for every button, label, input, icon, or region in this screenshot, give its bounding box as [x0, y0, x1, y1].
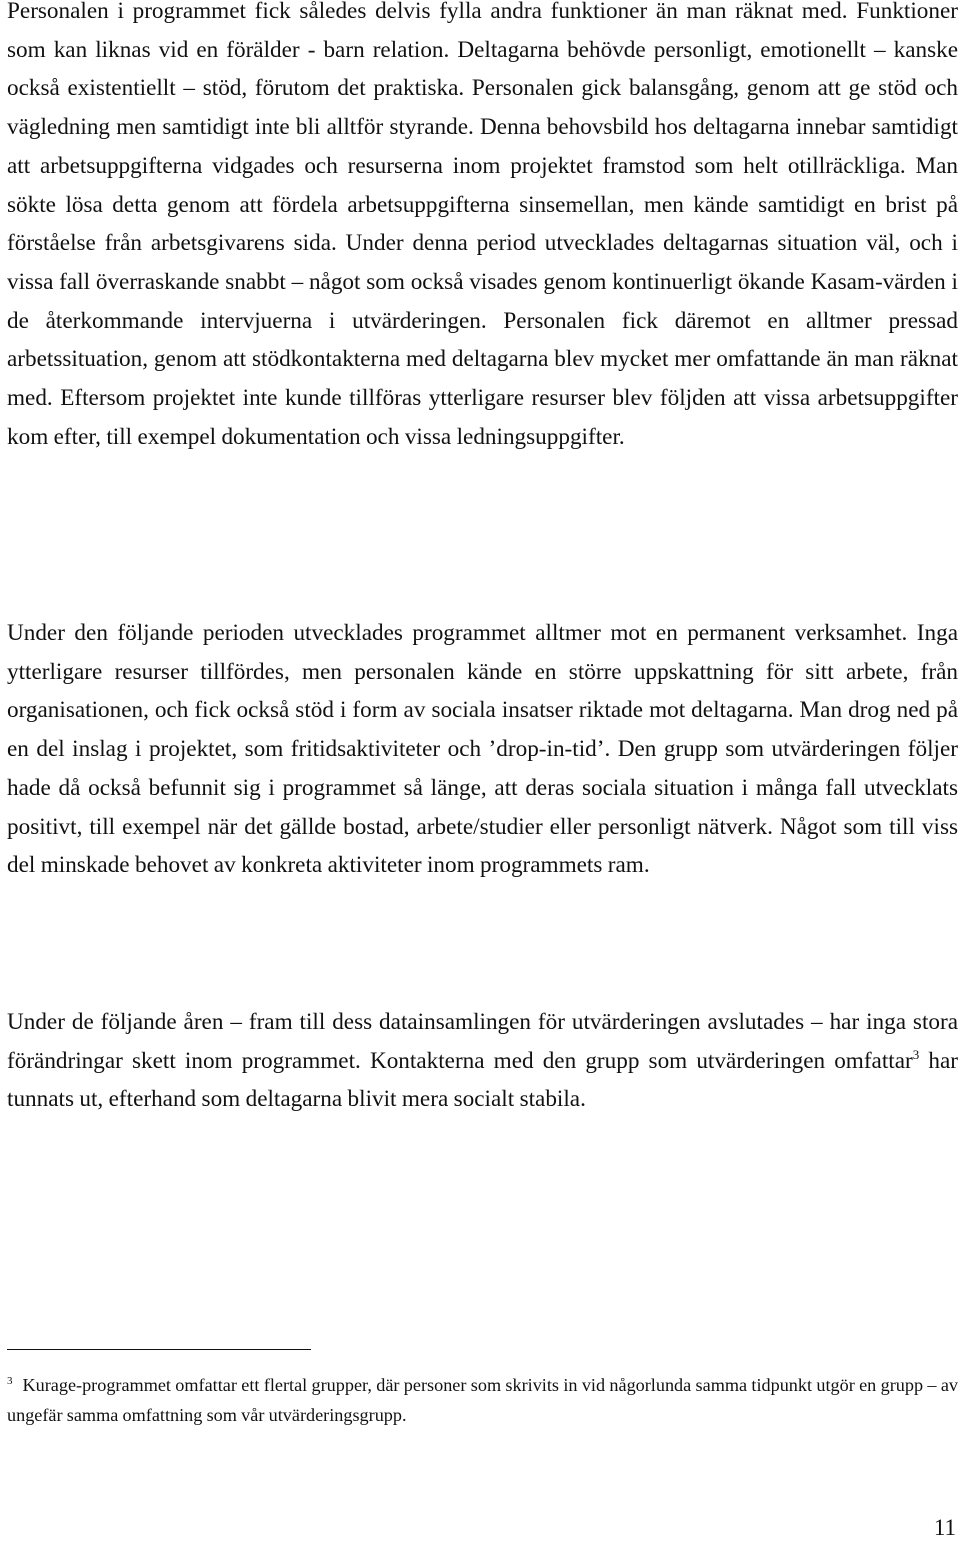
footnote-reference: 3 [912, 1046, 920, 1062]
paragraph-1: Personalen i programmet fick således delvis fylla andra funktioner än man räknat med. Funktioner som kan liknas vid en förälder - barn relation. Deltagarna behövde personligt, emotionellt – kanske också existentiellt – stöd, förutom det praktiska. Personalen gick balansgång, genom att ge stöd och vägledning men samtidigt inte bli alltför styrande. Denna behovsbild hos deltagarna innebar samtidigt att arbetsuppgifterna vidgades och resurserna inom projektet framstod som helt otillräckliga. Man sökte lösa detta genom att fördela arbetsuppgifterna sinsemellan, men kände samtidigt en brist på förståelse från arbetsgivarens sida. Under denna period utvecklades deltagarnas situation väl, och i vissa fall överraskande snabbt – något som också visades genom kontinuerligt ökande Kasam-värden i de återkommande intervjuerna i utvärderingen. Personalen fick däremot en alltmer pressad arbetssituation, genom att stödkontakterna med deltagarna blev mycket mer omfattande än man räknat med. Eftersom projektet inte kunde tillföras ytterligare resurser blev följden att vissa arbetsuppgifter kom efter, till exempel dokumentation och vissa ledningsuppgifter. [7, 0, 958, 450]
footnote-separator [7, 1349, 311, 1350]
page-number: 11 [933, 1515, 956, 1540]
footnote-marker: 3 [7, 1375, 13, 1387]
paragraph-3 [7, 1003, 958, 1119]
paragraph-3-text-start: Under de följande åren – fram till dess datainsamlingen för utvärderingen avslutades – har inga stora förändringar skett inom programmet. Kontakterna med den grupp som utvärderingen omfattar [7, 1009, 958, 1074]
paragraph-2: Under den följande perioden utvecklades programmet alltmer mot en permanent verksamhet. Inga ytterligare resurser tillfördes, men personalen kände en större uppskattning för sitt arbete, från organisationen, och fick också stöd i form av sociala insatser riktade mot deltagarna. Man drog ned på en del inslag i projektet, som fritidsaktiviteter och ’drop-in-tid’. Den grupp som utvärderingen följer hade då också befunnit sig i programmet så länge, att deras sociala situation i många fall utvecklats positivt, till exempel när det gällde bostad, arbete/studier eller personligt nätverk. Något som till viss del minskade behovet av konkreta aktiviteter inom programmets ram. [7, 620, 958, 879]
paragraph-3-text-end: har tunnats ut, efterhand som deltagarna blivit mera socialt stabila. [7, 1047, 958, 1113]
footnote [7, 1370, 958, 1430]
footnote-text: Kurage-programmet omfattar ett flertal grupper, där personer som skrivits in vid någorlunda samma tidpunkt utgör en grupp – av ungefär samma omfattning som vår utvärderingsgrupp. [7, 1375, 958, 1425]
